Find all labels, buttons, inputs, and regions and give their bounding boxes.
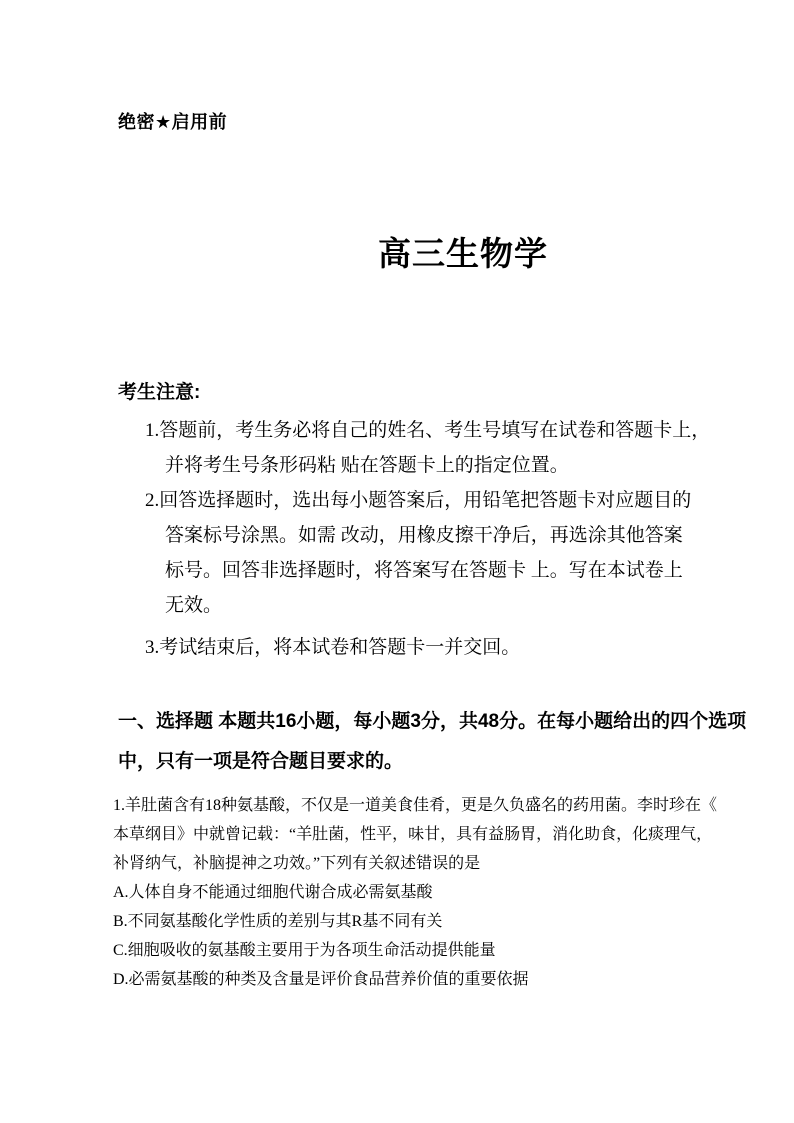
notice-item-2-line-3: 标号。回答非选择题时，将答案写在答题卡 上。写在本试卷上 — [165, 560, 683, 581]
question-1 — [113, 791, 733, 994]
question-1-option-a: A.人体自身不能通过细胞代谢合成必需氨基酸 — [113, 884, 433, 901]
question-1-stem-line-3: 补肾纳气，补脑提神之功效。”下列有关叙述错误的是 — [113, 855, 481, 872]
question-1-option-b: B.不同氨基酸化学性质的差别与其R基不同有关 — [113, 913, 443, 930]
question-1-option-c: C.细胞吸收的氨基酸主要用于为各项生命活动提供能量 — [113, 942, 496, 959]
notice-item-2-line-4: 无效。 — [165, 595, 223, 616]
section-1-heading — [118, 702, 747, 782]
question-1-stem-line-1: 1.羊肚菌含有18种氨基酸，不仅是一道美食佳肴，更是久负盛名的药用菌。李时珍在《 — [113, 797, 718, 814]
candidates-notice-list — [145, 413, 711, 665]
secrecy-label: 绝密★启用前 — [118, 112, 228, 132]
notice-item-3 — [145, 630, 705, 665]
question-1-stem-line-2: 本草纲目》中就曾记载：“羊肚菌，性平，味甘，具有益肠胃，消化助食，化痰理气， — [113, 826, 713, 843]
notice-item-2-line-2: 答案标号涂黑。如需 改动，用橡皮擦干净后，再选涂其他答案 — [165, 525, 683, 546]
notice-item-2-line-1: 2.回答选择题时，选出每小题答案后，用铅笔把答题卡对应题目的 — [145, 490, 692, 511]
notice-item-3-line-1: 3.考试结束后，将本试卷和答题卡一并交回。 — [145, 637, 521, 658]
notice-item-1-line-1: 1.答题前，考生务必将自己的姓名、考生号填写在试卷和答题卡上， — [145, 420, 711, 441]
question-1-option-d: D.必需氨基酸的种类及含量是评价食品营养价值的重要依据 — [113, 971, 529, 988]
notice-item-1-line-2: 并将考生号条形码粘 贴在答题卡上的指定位置。 — [165, 455, 569, 476]
notice-item-1 — [145, 413, 711, 483]
notice-item-2 — [145, 483, 705, 623]
paper-title: 高三生物学 — [378, 235, 548, 272]
candidates-notice-heading: 考生注意: — [118, 382, 201, 403]
section-1-heading-line-1: 一、选择题 本题共16小题，每小题3分，共48分。在每小题给出的四个选项 — [118, 711, 747, 732]
section-1-heading-line-2: 中，只有一项是符合题目要求的。 — [118, 751, 404, 772]
